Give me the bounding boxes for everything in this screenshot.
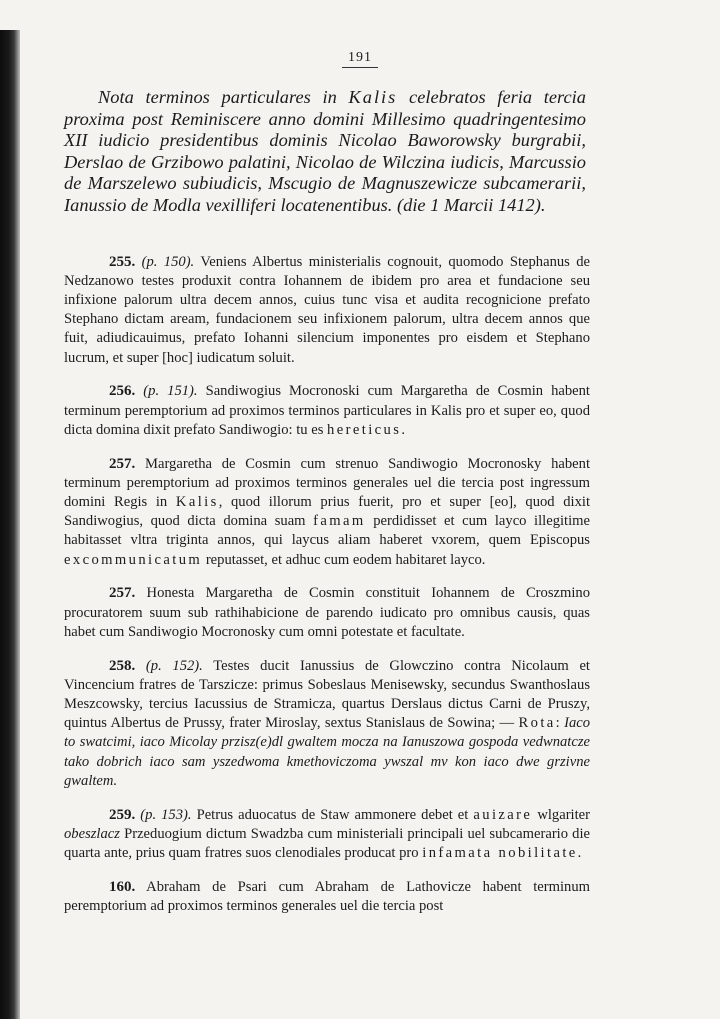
entry-page-ref: (p. 151). [143, 383, 198, 400]
entry-spaced-text: hereticus [327, 421, 402, 438]
entry-text: Sandiwogius Mocronoski cum Margaretha de Cosmin habent terminum peremptorium ad proximos terminos particulares in Kalis pro et super eo, quod dicta domina dixit prefato Sandiwogio: tu es [64, 383, 590, 438]
entry-text: Testes ducit Ianussius de Glowczino contra Nicolaum et Vincencium fratres de Tarszicze: primus Sobeslaus Menisewsky, secundus Swanthoslaus Meszcowsky, tercius Iacussius de Stramicza, quartus Derslaus dictus Carni de Pruszy, quintus Albertus de Prussy, frater Miroslay, sextus Stanislaus de Sowina; — [64, 657, 590, 732]
section-heading [64, 87, 586, 216]
entry-255 [64, 253, 590, 368]
entry-italic-text: Iaco to swatcimi, iaco Micolay przisz(e)dl gwaltem mocza na Ianuszowa gospoda vedwnatcze tako dobrich iaco sam yszedwoma kmethoviczoma ywszal mv kon iaco dwe grzivne gwaltem. [64, 715, 591, 789]
entry-number: 257. [109, 455, 136, 472]
entry-text: perdidisset et cum layco illegitime habitasset vltra triginta annos, qui laycus aliam haberet vxorem, quem Episcopus [64, 513, 590, 549]
book-spine-shadow [0, 30, 20, 1019]
heading-text: Nota terminos particulares in [98, 87, 349, 107]
entry-text: Abraham de Psari cum Abraham de Lathovicze habent terminum peremptorium ad proximos terminos generales uel die tercia post [64, 878, 590, 915]
entries-list [64, 238, 590, 929]
entry-text: Przeduogium dictum Swadzba cum ministeriali principali uel subcamerario die quarta ante, prius quam fratres suos clenodiales producat pro [64, 825, 590, 862]
entry-spaced-text: excommunicatum [64, 551, 203, 568]
entry-257 [64, 455, 590, 570]
entry-text: . [577, 845, 582, 862]
scan-top-margin [0, 0, 20, 30]
entry-259 [64, 806, 590, 864]
entry-160 [64, 878, 590, 916]
page-number [0, 50, 720, 66]
entry-text: reputasset, et adhuc cum eodem habitaret layco. [202, 551, 486, 568]
entry-258 [64, 657, 590, 791]
heading-text-rest: celebratos feria tercia proxima post Reminiscere anno domini Millesimo quadringentesimo XII iudicio presidentibus dominis Nicolao Baworowsky burgrabii, Derslao de Grzibowo palatini, Nicolao de Wilczina iudicis, Marcussio de Marszelewo subiudicis, Mscugio de Magnuszewicze subcamerarii, Ianussio de Modla vexilliferi locatenentibus. (die 1 Marcii 1412). [64, 87, 586, 215]
entry-text: . [401, 421, 405, 438]
entry-text: Honesta Margaretha de Cosmin constituit Iohannem de Croszmino procuratorem suum sub rathihabicione de parendo iudicato pro omnibus causis, quas habet cum Sandiwogio Mocronosky cum omni potestate et facultate. [64, 585, 590, 640]
entry-text: wlgariter [532, 806, 591, 823]
entry-page-ref: (p. 150). [141, 253, 195, 270]
entry-number: 258. [109, 657, 136, 674]
entry-italic-text: obeszlacz [64, 825, 120, 842]
entry-text: Petrus aduocatus de Staw ammonere debet et [191, 806, 474, 823]
entry-number: 255. [109, 253, 136, 270]
entry-text: , quod illorum prius fuerit, pro et super [eo], quod dixit Sandiwogius, quod dicta domina suam [64, 494, 591, 530]
entry-text: Margaretha de Cosmin cum strenuo Sandiwogio Mocronosky habent terminum peremptorium ad proximos terminos generales uel die tercia post ingressum domini Regis in [64, 455, 590, 511]
entry-text: : [555, 715, 565, 732]
entry-number: 257. [109, 585, 136, 602]
heading-place: Kalis [348, 87, 398, 107]
entry-text: Veniens Albertus ministerialis cognouit, quomodo Stephanus de Nedzanowo testes produxit contra Iohannem de ibidem pro area et fundacione seu infixione palorum ultra decem annos, cuius tunc visa et audita recognicione prefato Stephano dictam aream, fundacionem seu infixionem palorum, ultra decem annos que fuit, adiudicauimus, prefato Iohanni silencium imponentes pro eisdem et Stephano lucrum, et super [hoc] iudicatum soluit. [64, 253, 590, 366]
entry-number: 256. [109, 383, 136, 400]
entry-spaced-text: auizare [473, 806, 533, 823]
entry-number: 160. [109, 878, 136, 895]
entry-spaced-text: Rota [518, 715, 556, 732]
entry-spaced-text: famam [313, 513, 366, 530]
entry-page-ref: (p. 153). [140, 806, 192, 823]
entry-256 [64, 382, 590, 440]
entry-257-bis [64, 584, 590, 642]
entry-number: 259. [109, 806, 136, 823]
entry-spaced-text: infamata nobilitate [422, 845, 578, 862]
page-number-text: 191 [342, 50, 378, 68]
entry-page-ref: (p. 152). [145, 657, 203, 674]
entry-spaced-text: Kalis [175, 494, 219, 511]
